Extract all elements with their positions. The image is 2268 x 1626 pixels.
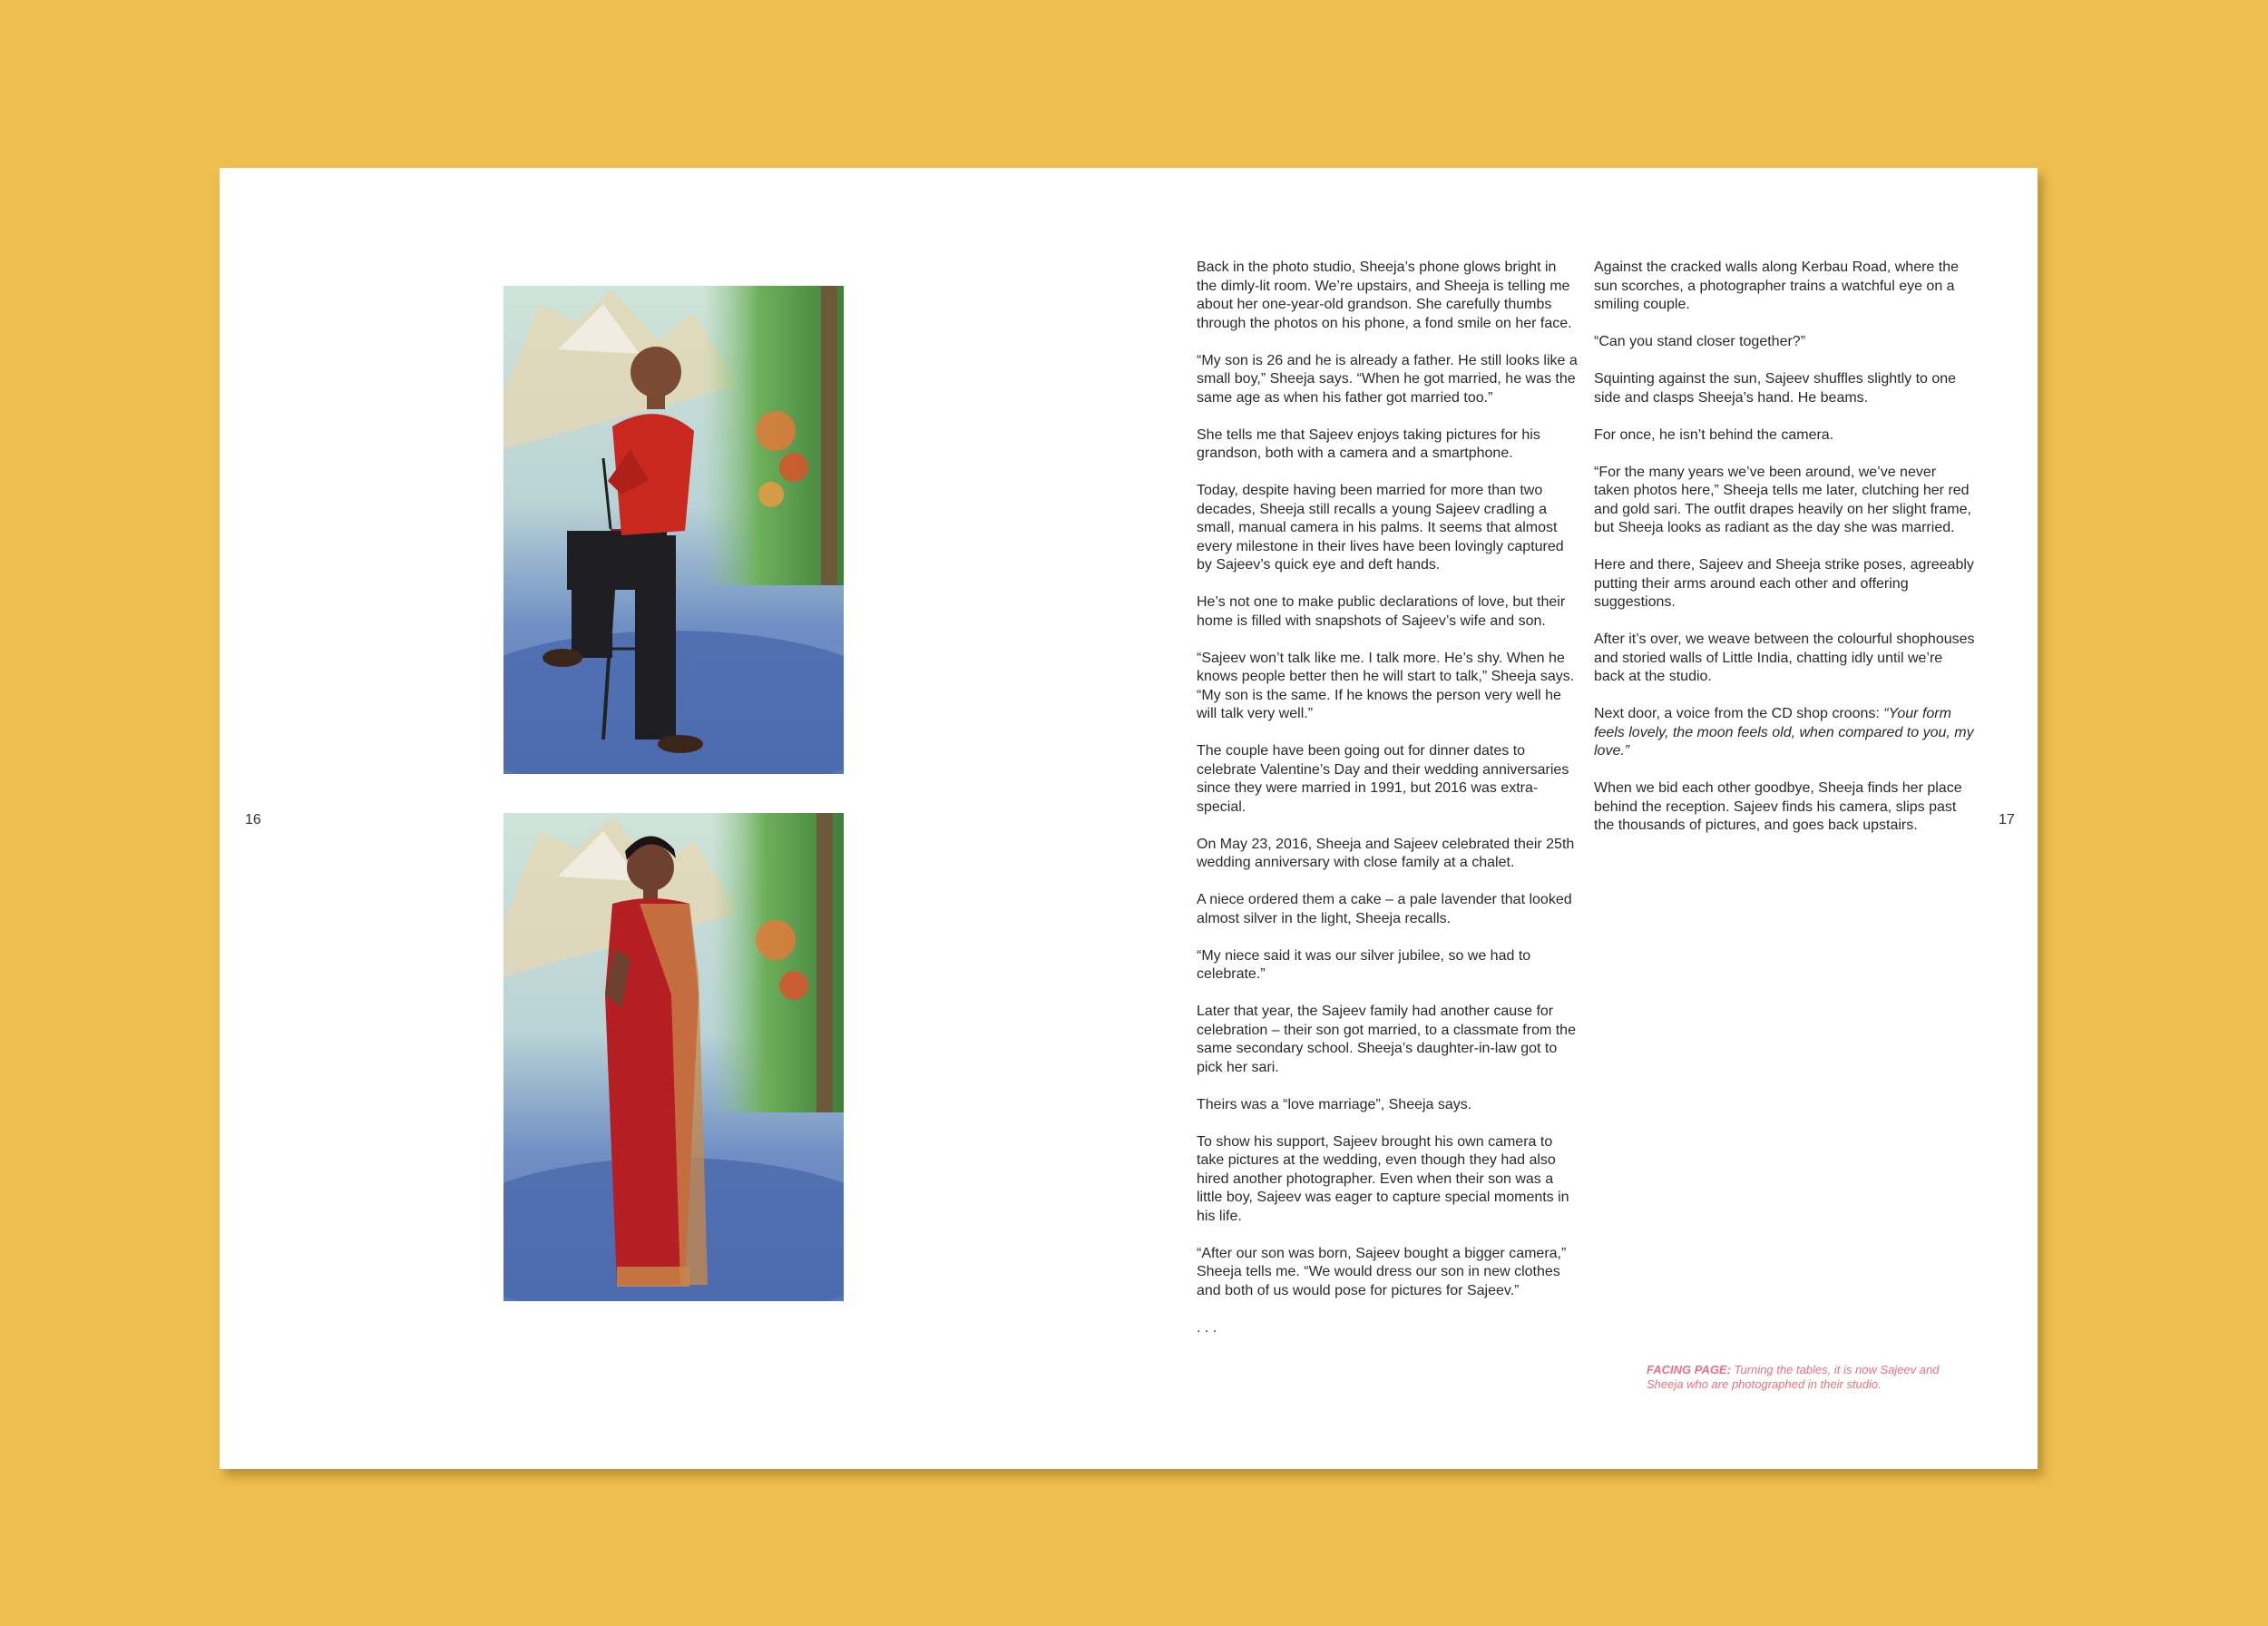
left-page: [220, 168, 1092, 1469]
paragraph: For once, he isn’t behind the camera.: [1594, 426, 1834, 443]
paragraph: She tells me that Sajeev enjoys taking pictures for his grandson, both with a camera and a smartphone.: [1197, 426, 1540, 461]
paragraph: The couple have been going out for dinner dates to celebrate Valentine’s Day and their wedding anniversaries since they were married in 1991, but 2016 was extra-special.: [1197, 743, 1569, 815]
ellipsis-break: . . .: [1197, 1319, 1217, 1336]
magazine-spread: [220, 168, 2038, 1469]
paragraph: On May 23, 2016, Sheeja and Sajeev celebrated their 25th wedding anniversary with close family at a chalet.: [1197, 836, 1575, 870]
paragraph: When we bid each other goodbye, Sheeja finds her place behind the reception. Sajeev finds his camera, slips past the thousands of pictures, and goes back upstairs.: [1594, 780, 1962, 833]
paragraph: Back in the photo studio, Sheeja’s phone glows bright in the dimly-lit room. We’re upstairs, and Sheeja is telling me about her one-year-old grandson. She carefully thumbs through the photos on his phone, a fond smile on her face.: [1197, 260, 1572, 331]
paragraph: “My son is 26 and he is already a father. He still looks like a small boy,” Sheeja says. “When he got married, he was the same age as when his father got married too.”: [1197, 352, 1578, 406]
paragraph: Theirs was a “love marriage”, Sheeja says.: [1197, 1096, 1472, 1112]
paragraph: He’s not one to make public declarations of love, but their home is filled with snapshots of Sajeev’s wife and son.: [1197, 594, 1566, 629]
quote-lead: Next door, a voice from the CD shop croons:: [1594, 706, 1884, 721]
paragraph: “My niece said it was our silver jubilee, so we had to celebrate.”: [1197, 947, 1531, 982]
paragraph: Squinting against the sun, Sajeev shuffles slightly to one side and clasps Sheeja’s hand. He beams.: [1594, 371, 1957, 406]
paragraph: A niece ordered them a cake – a pale lavender that looked almost silver in the light, Sheeja recalls.: [1197, 892, 1572, 926]
paragraph: “For the many years we’ve been around, we’ve never taken photos here,” Sheeja tells me later, clutching her red and gold sari. The outfit drapes heavily on her slight frame, but Sheeja looks as radiant as the day she was married.: [1594, 464, 1971, 535]
caption-label: FACING PAGE:: [1647, 1363, 1731, 1376]
photo-woman: [503, 813, 844, 1301]
paragraph: Here and there, Sajeev and Sheeja strike poses, agreeably putting their arms around each other and offering suggestions.: [1594, 557, 1974, 610]
paragraph: “Sajeev won’t talk like me. I talk more. He’s shy. When he knows people better then he will start to talk,” Sheeja says. “My son is the same. If he knows the person very well he will talk very well.”: [1197, 650, 1575, 721]
paragraph: To show his support, Sajeev brought his own camera to take pictures at the wedding, even though they had also hired another photographer. Even when their son was a little boy, Sajeev was eager to capture special moments in his life.: [1197, 1133, 1569, 1224]
paragraph: After it’s over, we weave between the colourful shophouses and storied walls of Little India, chatting idly until we’re back at the studio.: [1594, 632, 1975, 684]
page-number-left: 16: [245, 812, 261, 828]
paragraph: “After our son was born, Sajeev bought a bigger camera,” Sheeja tells me. “We would dress our son in new clothes and both of us would pose for pictures for Sajeev.”: [1197, 1245, 1567, 1298]
paragraph-song-quote: [1594, 705, 1975, 761]
photo-caption: [1647, 1363, 1973, 1392]
paragraph: Today, despite having been married for more than two decades, Sheeja still recalls a young Sajeev cradling a small, manual camera in his palms. It seems that almost every milestone in their lives have been lovingly captured by Sajeev’s quick eye and deft hands.: [1197, 483, 1564, 573]
paragraph: Against the cracked walls along Kerbau Road, where the sun scorches, a photographer trains a watchful eye on a smiling couple.: [1594, 260, 1960, 312]
text-column-2: [1594, 259, 1975, 854]
text-column-1: [1197, 259, 1578, 1357]
paragraph: Later that year, the Sajeev family had another cause for celebration – their son got married, to a classmate from the same secondary school. Sheeja’s daughter-in-law got to pick her sari.: [1197, 1004, 1576, 1075]
paragraph: “Can you stand closer together?”: [1594, 334, 1806, 349]
caption-text: Turning the tables, it is now Sajeev and Sheeja who are photographed in their studio.: [1647, 1363, 1940, 1391]
song-lyric: “Your form feels lovely, the moon feels old, when compared to you, my love.”: [1594, 706, 1974, 759]
page-number-right: 17: [1999, 812, 2015, 828]
photo-man: [503, 286, 844, 774]
